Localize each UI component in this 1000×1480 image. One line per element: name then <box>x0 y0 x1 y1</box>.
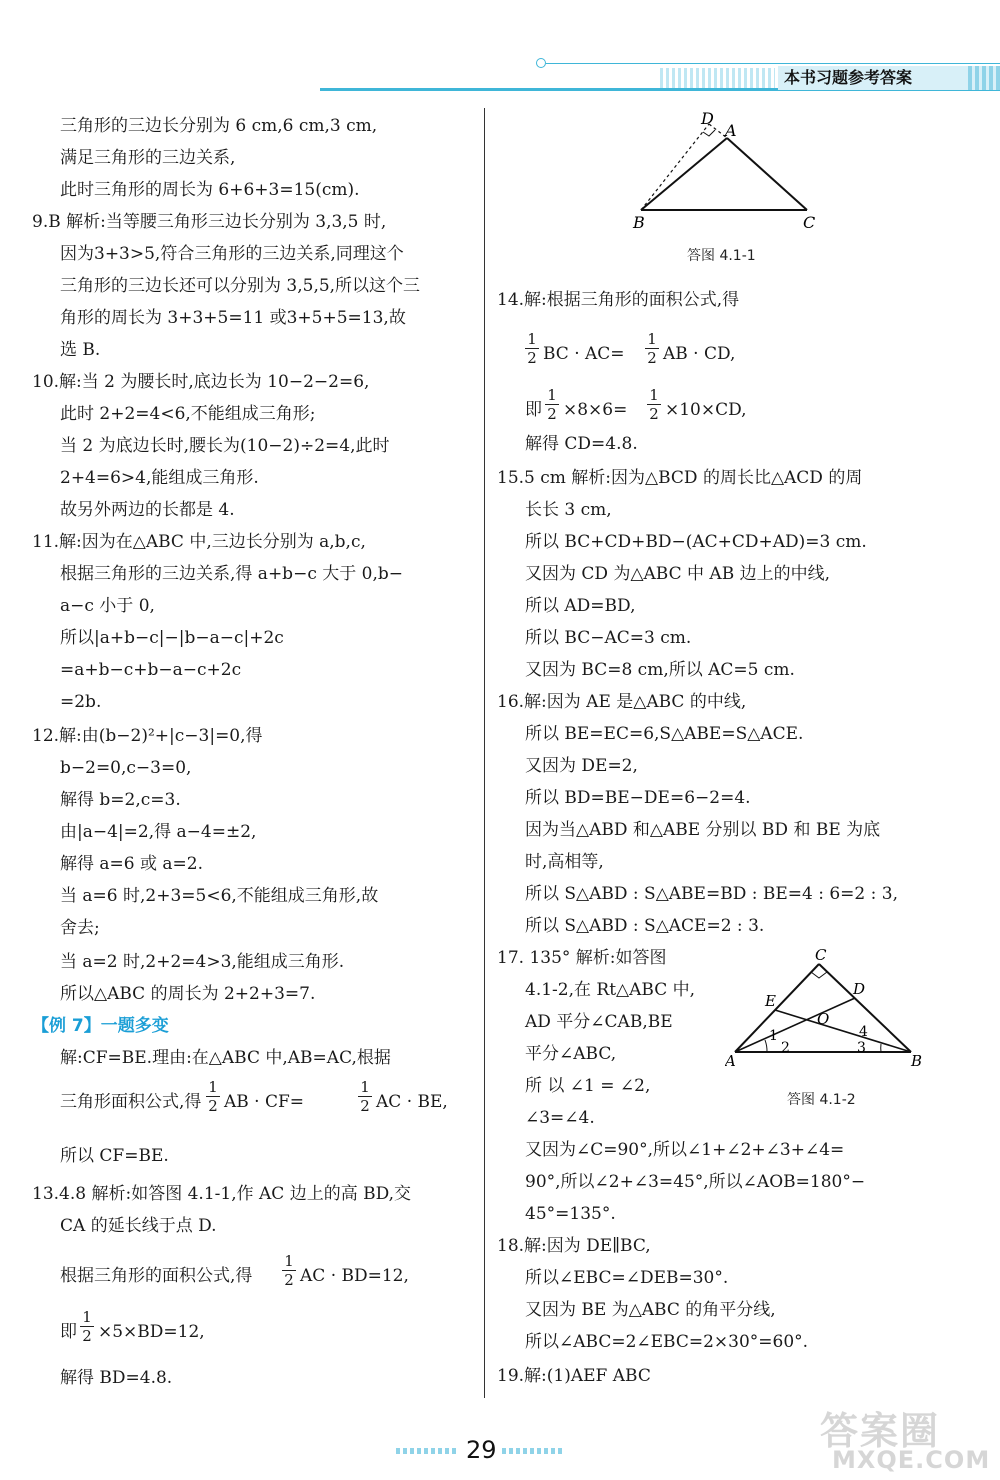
text-line: 当 a=6 时,2+3=5<6,不能组成三角形,故 <box>60 886 379 906</box>
text-line: 所以 BC−AC=3 cm. <box>525 628 692 648</box>
figure-4-1-2 <box>725 944 925 1068</box>
fraction-half <box>80 1308 94 1345</box>
text-line: 满足三角形的三边关系, <box>60 148 236 168</box>
answer-15: 15.5 cm 解析:因为△BCD 的周长比△ACD 的周 <box>497 468 863 488</box>
text-line: 所 以 ∠1 = ∠2, <box>525 1076 651 1096</box>
fraction-denominator: 2 <box>547 405 557 423</box>
angle-label-1: 1 <box>769 1028 778 1044</box>
text-line: 所以 CF=BE. <box>60 1146 169 1166</box>
text-line: 舍去; <box>60 918 100 938</box>
angle-label-2: 2 <box>781 1040 790 1056</box>
header-dot-icon <box>536 58 546 68</box>
label-a: A <box>725 1052 736 1068</box>
text-line: 根据三角形的面积公式,得 <box>60 1266 253 1286</box>
text-line: 所以 AD=BD, <box>525 596 636 616</box>
text-line: 又因为 BC=8 cm,所以 AC=5 cm. <box>525 660 795 680</box>
bisector-be <box>775 1010 911 1052</box>
text-line: 此时 2+2=4<6,不能组成三角形; <box>60 404 316 424</box>
fraction-numerator: 1 <box>206 1078 220 1097</box>
figure-4-1-1 <box>617 110 837 234</box>
text-line: a−c 小于 0, <box>60 596 155 616</box>
text-line: BC · AC= <box>543 344 625 364</box>
text-line: 又因为∠C=90°,所以∠1+∠2+∠3+∠4= <box>525 1140 845 1160</box>
text-line: 所以|a+b−c|−|b−a−c|+2c <box>60 628 284 648</box>
text-line: 长长 3 cm, <box>525 500 612 520</box>
text-line: 2+4=6>4,能组成三角形. <box>60 468 259 488</box>
page-decoration-right <box>502 1448 562 1454</box>
fraction-denominator: 2 <box>649 405 659 423</box>
right-angle-mark <box>811 972 827 978</box>
watermark-line2: MXQE.COM <box>832 1446 991 1474</box>
answer-14: 14.解:根据三角形的面积公式,得 <box>497 290 740 310</box>
altitude-bd <box>641 124 709 210</box>
answer-18: 18.解:因为 DE∥BC, <box>497 1236 651 1256</box>
answer-19: 19.解:(1)AEF ABC <box>497 1366 651 1386</box>
header-tail-stripe <box>968 66 1000 90</box>
segment-ba <box>641 138 727 210</box>
text-line: 即 <box>525 400 542 420</box>
text-line: 选 B. <box>60 340 101 360</box>
label-d: D <box>853 980 866 998</box>
fraction-half <box>358 1078 372 1115</box>
fraction-denominator: 2 <box>647 349 657 367</box>
column-divider <box>484 108 485 1398</box>
text-line: ∠3=∠4. <box>525 1108 595 1128</box>
fraction-half <box>206 1078 220 1115</box>
answer-17: 17. 135° 解析:如答图 <box>497 948 667 968</box>
text-line: 又因为 DE=2, <box>525 756 638 776</box>
figure-caption-4-1-2: 答图 4.1-2 <box>787 1092 856 1108</box>
fraction-denominator: 2 <box>82 1327 92 1345</box>
fraction-denominator: 2 <box>208 1097 218 1115</box>
answer-12: 12.解:由(b−2)²+|c−3|=0,得 <box>32 726 263 746</box>
text-line: CA 的延长线于点 D. <box>60 1216 217 1236</box>
answer-13: 13.4.8 解析:如答图 4.1-1,作 AC 边上的高 BD,交 <box>32 1184 412 1204</box>
text-line: 解得 CD=4.8. <box>525 434 638 454</box>
text-line: 即 <box>60 1322 77 1342</box>
fraction-half <box>282 1252 296 1289</box>
label-c: C <box>803 213 816 232</box>
fraction-numerator: 1 <box>282 1252 296 1271</box>
fraction-numerator: 1 <box>525 330 539 349</box>
fraction-half <box>545 386 559 423</box>
text-line: ×10×CD, <box>665 400 747 420</box>
text-line: AC · BE, <box>376 1092 448 1112</box>
figure-caption-4-1-1: 答图 4.1-1 <box>687 248 756 264</box>
text-line: =a+b−c+b−a−c+2c <box>60 660 242 680</box>
text-line: ×5×BD=12, <box>98 1322 205 1342</box>
answer-16: 16.解:因为 AE 是△ABC 的中线, <box>497 692 747 712</box>
text-line: 角形的周长为 3+3+5=11 或3+5+5=13,故 <box>60 308 406 328</box>
text-line: 根据三角形的三边关系,得 a+b−c 大于 0,b− <box>60 564 403 584</box>
text-line: 90°,所以∠2+∠3=45°,所以∠AOB=180°− <box>525 1172 866 1192</box>
text-line: 因为3+3>5,符合三角形的三边关系,同理这个 <box>60 244 404 264</box>
fraction-denominator: 2 <box>360 1097 370 1115</box>
example-7-label: 【例 7】一题多变 <box>32 1016 169 1036</box>
text-line: AB · CD, <box>663 344 736 364</box>
page-number: 29 <box>466 1436 497 1464</box>
text-line: 所以 BE=EC=6,S△ABE=S△ACE. <box>525 724 804 744</box>
text-line: AC · BD=12, <box>300 1266 409 1286</box>
text-line: 三角形的三边长还可以分别为 3,5,5,所以这个三 <box>60 276 421 296</box>
label-b: B <box>633 213 645 232</box>
answer-9: 9.B 解析:当等腰三角形三边长分别为 3,3,5 时, <box>32 212 387 232</box>
segment-ac <box>727 138 807 210</box>
text-line: AB · CF= <box>224 1092 305 1112</box>
text-line: 所以 BC+CD+BD−(AC+CD+AD)=3 cm. <box>525 532 867 552</box>
text-line: 故另外两边的长都是 4. <box>60 500 235 520</box>
watermark-line1: 答案圈 <box>820 1409 941 1453</box>
text-line: 平分∠ABC, <box>525 1044 617 1064</box>
fraction-half <box>645 330 659 367</box>
text-line: 此时三角形的周长为 6+6+3=15(cm). <box>60 180 360 200</box>
fraction-numerator: 1 <box>545 386 559 405</box>
text-line: 因为当△ABD 和△ABE 分别以 BD 和 BE 为底 <box>525 820 881 840</box>
fraction-denominator: 2 <box>527 349 537 367</box>
label-o: O <box>817 1010 830 1028</box>
fraction-numerator: 1 <box>645 330 659 349</box>
watermark-logo <box>810 1400 995 1475</box>
text-line: 4.1-2,在 Rt△ABC 中, <box>525 980 696 1000</box>
text-line: 解得 a=6 或 a=2. <box>60 854 204 874</box>
text-line: b−2=0,c−3=0, <box>60 758 192 778</box>
text-line: 所以 S△ABD : S△ACE=2 : 3. <box>525 916 765 936</box>
header-thin-line <box>546 63 1000 64</box>
text-line: 由|a−4|=2,得 a−4=±2, <box>60 822 257 842</box>
text-line: 又因为 BE 为△ABC 的角平分线, <box>525 1300 776 1320</box>
text-line: 所以 BD=BE−DE=6−2=4. <box>525 788 751 808</box>
text-line: 三角形的三边长分别为 6 cm,6 cm,3 cm, <box>60 116 378 136</box>
text-line: 解:CF=BE.理由:在△ABC 中,AB=AC,根据 <box>60 1048 391 1068</box>
answer-11: 11.解:因为在△ABC 中,三边长分别为 a,b,c, <box>32 532 366 552</box>
text-line: 45°=135°. <box>525 1204 616 1224</box>
text-line: 解得 BD=4.8. <box>60 1368 173 1388</box>
page-decoration-left <box>396 1448 456 1454</box>
text-line: 当 2 为底边长时,腰长为(10−2)÷2=4,此时 <box>60 436 390 456</box>
angle-label-4: 4 <box>859 1024 868 1040</box>
text-line: AD 平分∠CAB,BE <box>525 1012 673 1032</box>
label-c: C <box>815 946 827 964</box>
text-line: 所以 S△ABD : S△ABE=BD : BE=4 : 6=2 : 3, <box>525 884 898 904</box>
bisector-ad <box>735 998 855 1052</box>
label-a: A <box>725 121 737 140</box>
text-line: 解得 b=2,c=3. <box>60 790 181 810</box>
text-line: 三角形面积公式,得 <box>60 1092 202 1112</box>
text-line: 所以∠ABC=2∠EBC=2×30°=60°. <box>525 1332 809 1352</box>
header-stripe <box>660 68 775 88</box>
angle-label-3: 3 <box>857 1040 866 1056</box>
fraction-denominator: 2 <box>284 1271 294 1289</box>
text-line: ×8×6= <box>563 400 628 420</box>
label-b: B <box>911 1052 923 1068</box>
label-d: D <box>701 110 714 128</box>
fraction-numerator: 1 <box>358 1078 372 1097</box>
text-line: =2b. <box>60 692 102 712</box>
text-line: 时,高相等, <box>525 852 604 872</box>
label-e: E <box>765 992 776 1010</box>
fraction-half <box>647 386 661 423</box>
text-line: 所以∠EBC=∠DEB=30°. <box>525 1268 729 1288</box>
answer-10: 10.解:当 2 为腰长时,底边长为 10−2−2=6, <box>32 372 370 392</box>
text-line: 又因为 CD 为△ABC 中 AB 边上的中线, <box>525 564 830 584</box>
header-title: 本书习题参考答案 <box>778 66 974 90</box>
right-angle-mark <box>703 130 715 136</box>
angle-arc <box>765 1040 767 1052</box>
fraction-numerator: 1 <box>647 386 661 405</box>
text-line: 当 a=2 时,2+2=4>3,能组成三角形. <box>60 952 345 972</box>
text-line: 所以△ABC 的周长为 2+2+3=7. <box>60 984 316 1004</box>
fraction-numerator: 1 <box>80 1308 94 1327</box>
fraction-half <box>525 330 539 367</box>
